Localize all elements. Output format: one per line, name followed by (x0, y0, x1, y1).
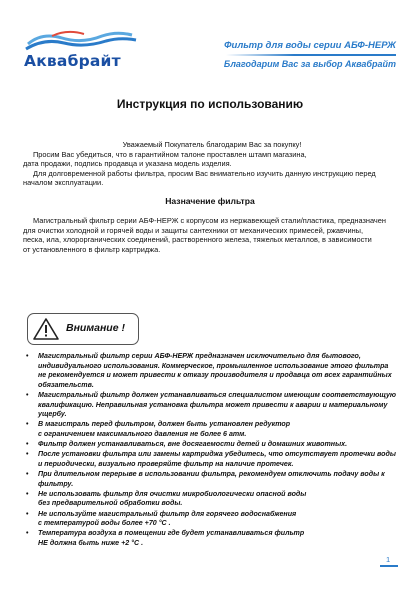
warning-item-line: Магистральный фильтр серии АБФ-НЕРЖ предназначен исключительно для бытового, (38, 352, 361, 360)
warning-triangle-icon (32, 317, 60, 341)
warning-item-line: с ограничением максимального давления не более 6 атм. (38, 429, 247, 438)
bullet: • (26, 489, 29, 498)
page-number-underline (380, 565, 398, 567)
warning-list-item (26, 470, 406, 489)
bullet: • (26, 529, 29, 538)
bullet: • (26, 440, 29, 449)
warning-item-line: фильтру. (38, 479, 74, 488)
warning-item-line: При длительном перерыве в использовании фильтра, рекомендуем отключить подачу воды к (38, 470, 385, 479)
warning-item-line: В магистраль перед фильтром, должен быть установлен редуктор (38, 420, 291, 429)
warning-item-line: Не использовать фильтр для очистки микробиологически опасной воды (38, 489, 307, 498)
header-tagline (206, 40, 396, 69)
warning-list-item (26, 529, 406, 548)
warning-item-line: Магистральный фильтр должен устанавливаться специалистом имеющим соответствующую (38, 390, 397, 399)
warning-item-line: индивидуального использования. Коммерческое, промышленное использование этого фильтра (38, 361, 389, 370)
warning-list-item (26, 391, 406, 420)
bullet: • (26, 390, 29, 399)
warning-item-line: без предварительной обработки воды. (38, 499, 183, 508)
intro-block (23, 140, 401, 188)
warning-list-item (26, 440, 406, 450)
section-line: для очистки холодной и горячей воды и защиты сантехники от механических примесей, ржавчины, (23, 225, 364, 235)
bullet: • (26, 470, 29, 479)
page-number: 1 (386, 555, 391, 564)
bullet: • (26, 509, 29, 518)
warning-box (27, 313, 139, 345)
section-text (23, 216, 403, 254)
intro-line: началом эксплуатации. (23, 178, 104, 188)
brand-logo (22, 30, 152, 74)
warning-item-line: квалификацию. Неправильная установка фильтра может привести к аварии и материальному (38, 400, 388, 409)
warning-list-item (26, 420, 406, 439)
intro-greeting: Уважаемый Покупатель благодарим Вас за покупку! (122, 140, 302, 149)
section-line: Магистральный фильтр серии АБФ-НЕРЖ с корпусом из нержавеющей стали/пластика, предназначен (33, 216, 386, 225)
intro-line: дата продажи, подпись продавца и указана модель изделия. (23, 159, 232, 169)
warning-item-line: Фильтр должен устанавливаться, вне досягаемости детей и домашних животных. (38, 440, 348, 449)
intro-line: Для долговременной работы фильтра, просим Вас внимательно изучить данную инструкцию перед (33, 168, 376, 178)
warning-item-line: обязательств. (38, 380, 94, 389)
section-title: Назначение фильтра (165, 196, 255, 206)
page-title: Инструкция по использованию (116, 97, 304, 111)
warning-item-line: и периодически, визуально проверяйте фильтр на наличие протечек. (38, 459, 294, 468)
bullet: • (26, 420, 29, 429)
warning-item-line: не рекомендуется и может привести к отказу производителя и продавца от всех гарантийных (38, 371, 392, 380)
intro-line: Просим Вас убедиться, что в гарантийном талоне проставлен штамп магазина, (33, 149, 307, 159)
warning-list-item (26, 352, 406, 390)
header-product-line: Фильтр для воды серии АБФ-НЕРЖ (224, 40, 396, 51)
warning-list (26, 352, 406, 549)
water-waves-icon (22, 30, 142, 52)
warning-list-item (26, 450, 406, 469)
warning-item-line: Не используйте магистральный фильтр для горячего водоснабжения (38, 509, 297, 518)
warning-list-item (26, 510, 406, 529)
header-thanks-line: Благодарим Вас за выбор Аквабрайт (223, 59, 396, 69)
section-line: песка, ила, хлорорганических соединений, растворенного железа, тяжелых металлов, в зависимости (23, 235, 372, 245)
logo-text: Аквабрайт (24, 52, 121, 70)
bullet: • (26, 450, 29, 459)
warning-item-line: После установки фильтра или замены картриджа убедитесь, что отсутствует протечки воды (38, 450, 396, 459)
warning-item-line: Температура воздуха в помещении где будет устанавливаться фильтр (38, 529, 305, 538)
section-line: от установленного в фильтр картриджа. (23, 244, 161, 254)
bullet: • (26, 352, 29, 360)
warning-item-line: НЕ должна быть ниже +2 °С . (38, 539, 144, 548)
warning-item-line: с температурой воды более +70 °С . (38, 519, 171, 528)
warning-list-item (26, 490, 406, 509)
warning-label: Внимание ! (66, 322, 125, 334)
warning-item-line: ущербу. (38, 410, 67, 419)
